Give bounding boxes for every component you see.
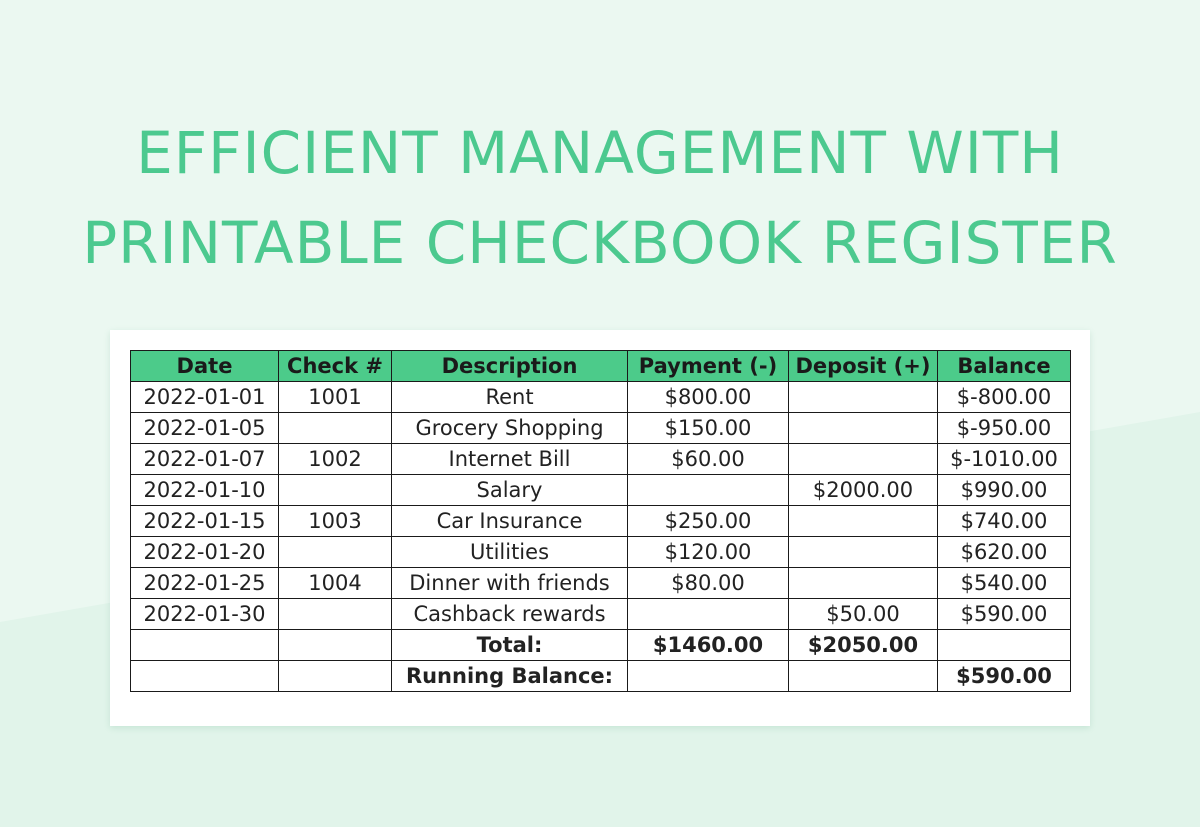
cell-check-number: 1001: [279, 382, 392, 413]
table-row: [131, 413, 1071, 444]
table-row: [131, 382, 1071, 413]
cell-deposit: [789, 568, 938, 599]
empty-cell: [628, 661, 789, 692]
cell-description: Salary: [392, 475, 628, 506]
empty-cell: [789, 661, 938, 692]
cell-payment: $80.00: [628, 568, 789, 599]
table-row: [131, 568, 1071, 599]
header-deposit: Deposit (+): [789, 351, 938, 382]
cell-description: Rent: [392, 382, 628, 413]
empty-cell: [131, 661, 279, 692]
cell-balance: $-800.00: [938, 382, 1071, 413]
cell-check-number: [279, 537, 392, 568]
cell-deposit: [789, 506, 938, 537]
empty-cell: [279, 630, 392, 661]
cell-check-number: 1003: [279, 506, 392, 537]
cell-description: Internet Bill: [392, 444, 628, 475]
cell-description: Car Insurance: [392, 506, 628, 537]
cell-date: 2022-01-20: [131, 537, 279, 568]
cell-date: 2022-01-30: [131, 599, 279, 630]
cell-deposit: [789, 537, 938, 568]
header-payment: Payment (-): [628, 351, 789, 382]
cell-date: 2022-01-15: [131, 506, 279, 537]
cell-balance: $620.00: [938, 537, 1071, 568]
table-row: [131, 537, 1071, 568]
table-row: [131, 506, 1071, 537]
cell-deposit: $50.00: [789, 599, 938, 630]
cell-balance: $540.00: [938, 568, 1071, 599]
register-sheet: [110, 330, 1090, 726]
running-balance-value: $590.00: [938, 661, 1071, 692]
cell-payment: $150.00: [628, 413, 789, 444]
running-balance-row: [131, 661, 1071, 692]
cell-balance: $590.00: [938, 599, 1071, 630]
cell-payment: $250.00: [628, 506, 789, 537]
cell-payment: [628, 599, 789, 630]
cell-check-number: [279, 413, 392, 444]
header-description: Description: [392, 351, 628, 382]
cell-date: 2022-01-01: [131, 382, 279, 413]
cell-check-number: [279, 475, 392, 506]
cell-date: 2022-01-25: [131, 568, 279, 599]
header-check-number: Check #: [279, 351, 392, 382]
empty-cell: [938, 630, 1071, 661]
total-row: [131, 630, 1071, 661]
cell-description: Grocery Shopping: [392, 413, 628, 444]
cell-balance: $740.00: [938, 506, 1071, 537]
cell-date: 2022-01-10: [131, 475, 279, 506]
cell-deposit: [789, 444, 938, 475]
total-label: Total:: [392, 630, 628, 661]
cell-deposit: [789, 413, 938, 444]
cell-check-number: [279, 599, 392, 630]
cell-description: Dinner with friends: [392, 568, 628, 599]
total-deposit: $2050.00: [789, 630, 938, 661]
total-payment: $1460.00: [628, 630, 789, 661]
table-row: [131, 444, 1071, 475]
cell-payment: $800.00: [628, 382, 789, 413]
empty-cell: [279, 661, 392, 692]
table-row: [131, 599, 1071, 630]
cell-check-number: 1004: [279, 568, 392, 599]
header-balance: Balance: [938, 351, 1071, 382]
cell-payment: $60.00: [628, 444, 789, 475]
table-row: [131, 475, 1071, 506]
page-title-line-2: PRINTABLE CHECKBOOK REGISTER: [82, 209, 1118, 277]
cell-description: Utilities: [392, 537, 628, 568]
page-title-line-1: EFFICIENT MANAGEMENT WITH: [136, 119, 1064, 187]
cell-balance: $-1010.00: [938, 444, 1071, 475]
table-header-row: [131, 351, 1071, 382]
cell-deposit: [789, 382, 938, 413]
cell-payment: [628, 475, 789, 506]
cell-check-number: 1002: [279, 444, 392, 475]
cell-deposit: $2000.00: [789, 475, 938, 506]
header-date: Date: [131, 351, 279, 382]
cell-balance: $-950.00: [938, 413, 1071, 444]
cell-description: Cashback rewards: [392, 599, 628, 630]
empty-cell: [131, 630, 279, 661]
cell-balance: $990.00: [938, 475, 1071, 506]
checkbook-register-table: [130, 350, 1071, 692]
cell-date: 2022-01-07: [131, 444, 279, 475]
cell-payment: $120.00: [628, 537, 789, 568]
running-balance-label: Running Balance:: [392, 661, 628, 692]
cell-date: 2022-01-05: [131, 413, 279, 444]
